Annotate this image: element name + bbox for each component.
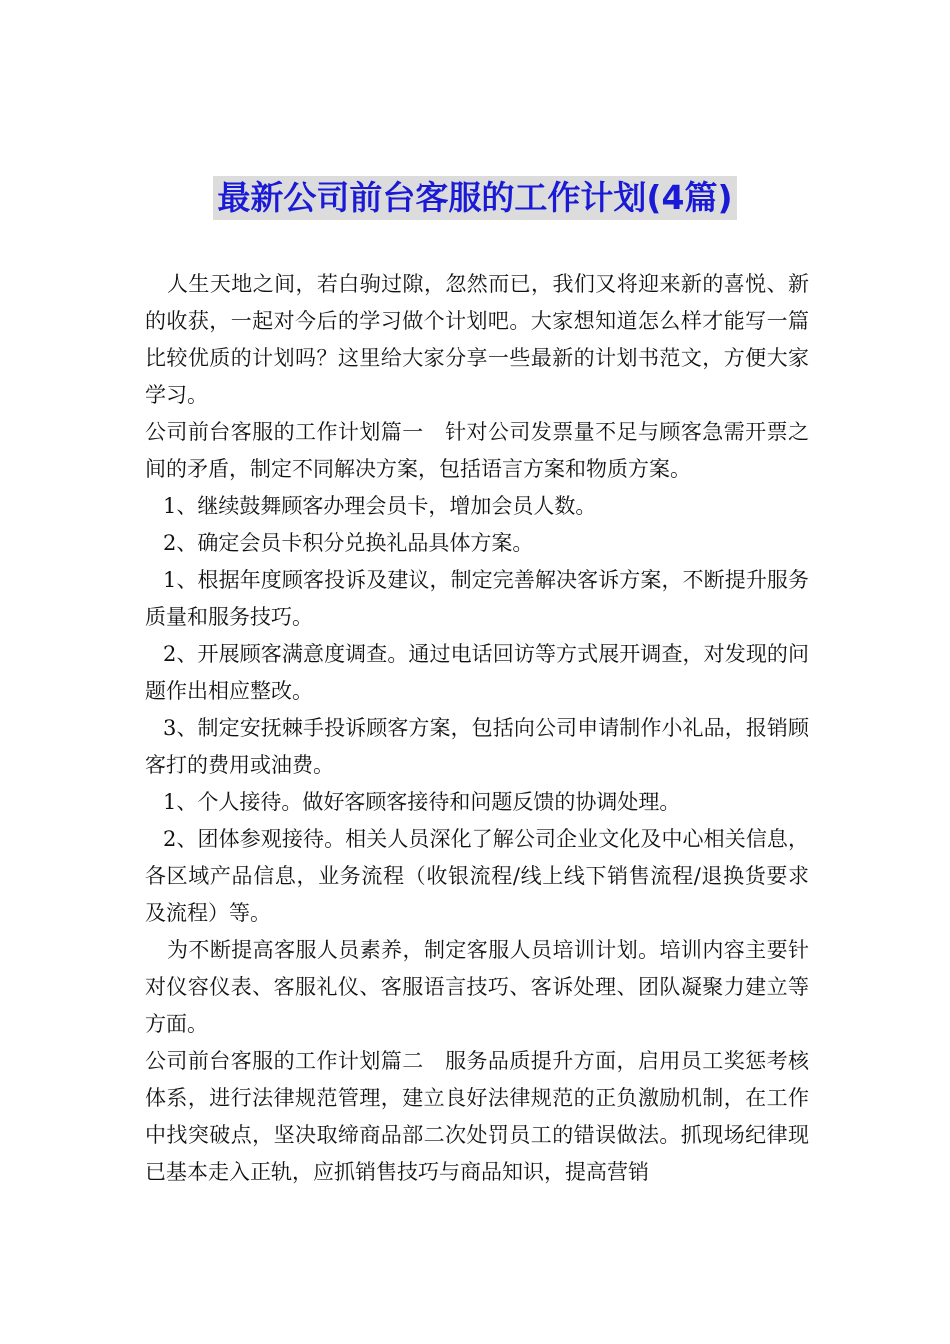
paragraph-item: 1、继续鼓舞顾客办理会员卡，增加会员人数。 bbox=[163, 494, 597, 518]
paragraph-item: 2、团体参观接待。相关人员深化了解公司企业文化及中心相关信息，各区域产品信息，业务流程（收银流程/线上线下销售流程/退换货要求及流程）等。 bbox=[145, 827, 809, 925]
paragraph-item: 1、个人接待。做好客顾客接待和问题反馈的协调处理。 bbox=[163, 790, 681, 814]
paragraph-intro: 人生天地之间，若白驹过隙，忽然而已，我们又将迎来新的喜悦、新的收获，一起对今后的学习做个计划吧。大家想知道怎么样才能写一篇比较优质的计划吗？这里给大家分享一些最新的计划书范文，方便大家学习。 bbox=[145, 272, 809, 407]
document-body bbox=[145, 266, 809, 1191]
paragraph-section-one-heading: 公司前台客服的工作计划篇一 针对公司发票量不足与顾客急需开票之间的矛盾，制定不同解决方案，包括语言方案和物质方案。 bbox=[145, 420, 809, 481]
paragraph-training: 为不断提高客服人员素养，制定客服人员培训计划。培训内容主要针对仪容仪表、客服礼仪、客服语言技巧、客诉处理、团队凝聚力建立等方面。 bbox=[145, 938, 809, 1036]
paragraph-section-two-heading: 公司前台客服的工作计划篇二 服务品质提升方面，启用员工奖惩考核体系，进行法律规范管理，建立良好法律规范的正负激励机制，在工作中找突破点，坚决取缔商品部二次处罚员工的错误做法。抓现场纪律现已基本走入正轨，应抓销售技巧与商品知识，提高营销 bbox=[145, 1049, 809, 1184]
document-title: 最新公司前台客服的工作计划(4篇) bbox=[213, 176, 736, 220]
paragraph-item: 1、根据年度顾客投诉及建议，制定完善解决客诉方案，不断提升服务质量和服务技巧。 bbox=[145, 568, 809, 629]
paragraph-item: 2、确定会员卡积分兑换礼品具体方案。 bbox=[163, 531, 534, 555]
paragraph-item: 2、开展顾客满意度调查。通过电话回访等方式展开调查，对发现的问题作出相应整改。 bbox=[145, 642, 809, 703]
paragraph-item: 3、制定安抚棘手投诉顾客方案，包括向公司申请制作小礼品，报销顾客打的费用或油费。 bbox=[145, 716, 809, 777]
title-container bbox=[0, 176, 950, 220]
